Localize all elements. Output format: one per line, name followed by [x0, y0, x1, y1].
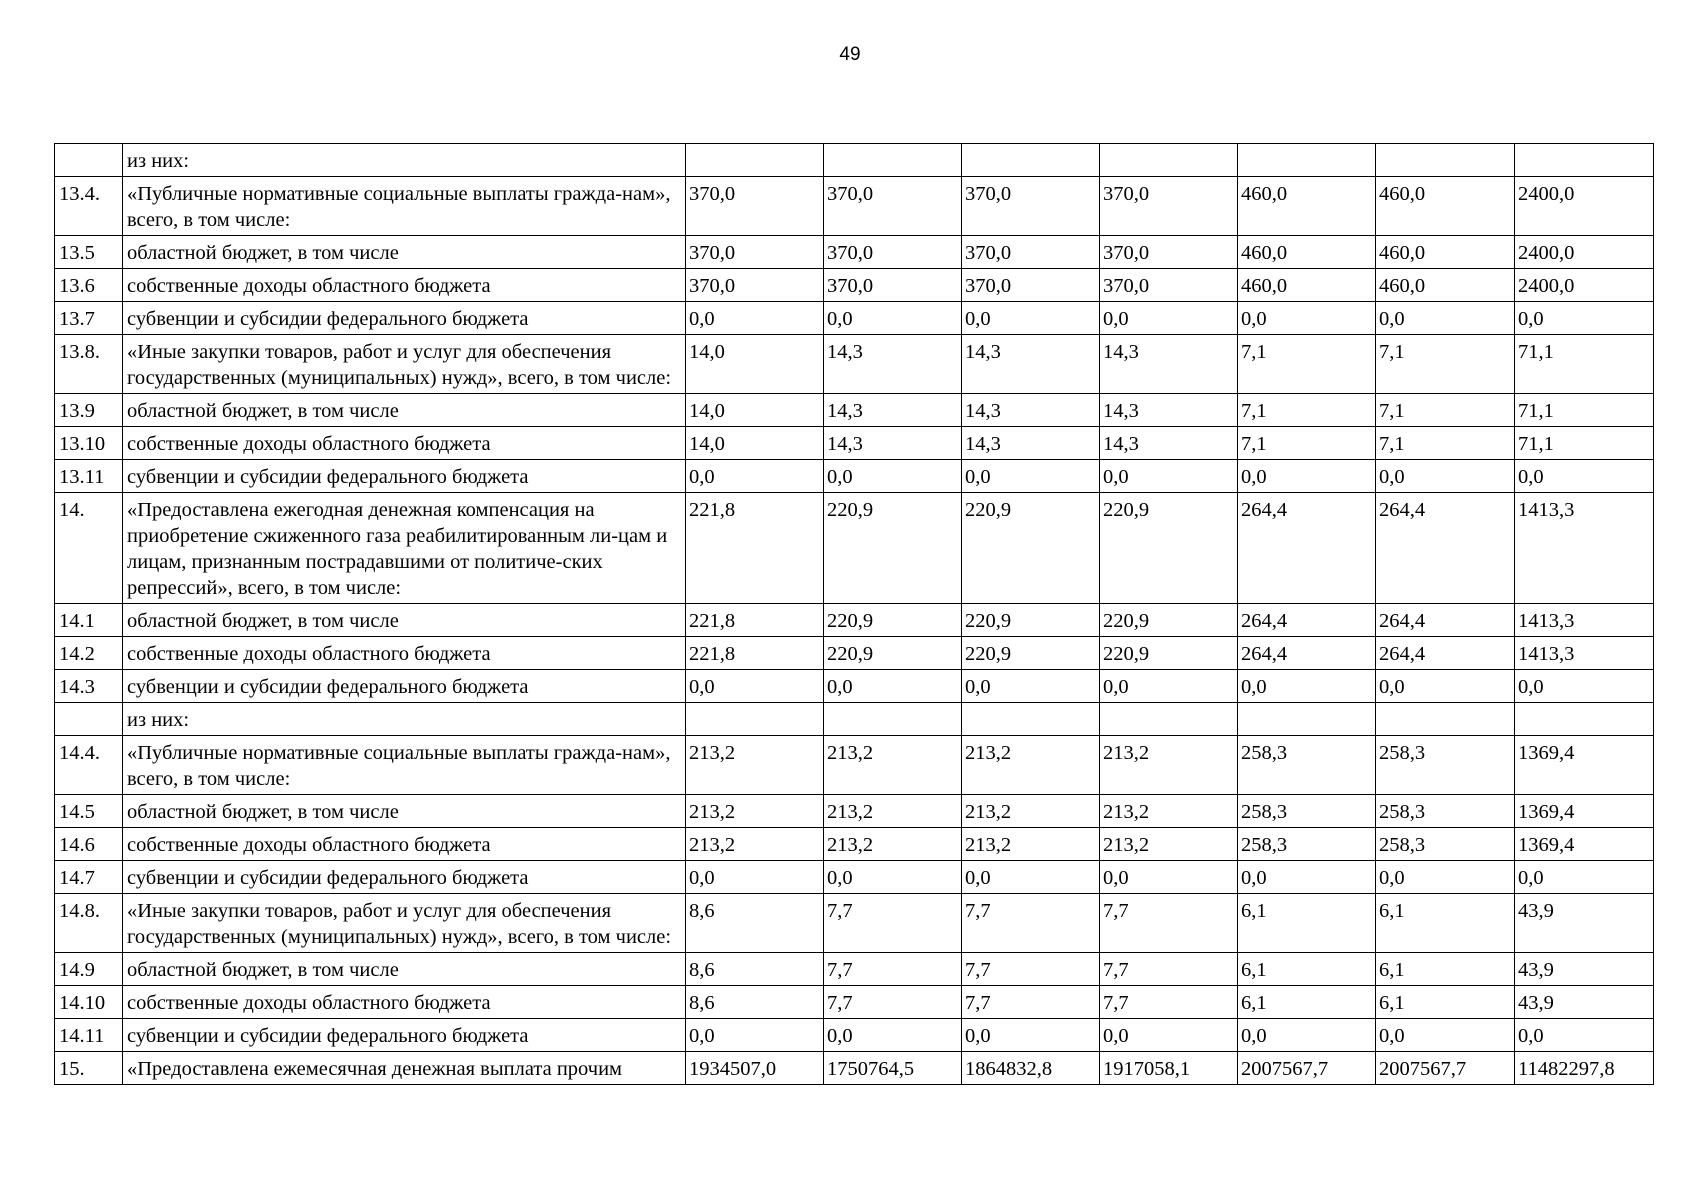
value-cell: 2400,0 — [1515, 177, 1654, 236]
value-cell: 2007567,7 — [1376, 1052, 1515, 1085]
value-cell: 370,0 — [824, 236, 962, 269]
value-cell: 264,4 — [1376, 493, 1515, 604]
table-row — [55, 144, 1654, 177]
value-cell: 0,0 — [1515, 460, 1654, 493]
value-cell: 0,0 — [686, 302, 824, 335]
value-cell: 0,0 — [962, 670, 1100, 703]
table-row — [55, 1052, 1654, 1085]
value-cell: 221,8 — [686, 493, 824, 604]
value-cell: 7,7 — [1100, 894, 1238, 953]
row-number-cell: 14.9 — [55, 953, 123, 986]
value-cell: 258,3 — [1238, 795, 1376, 828]
row-number-cell: 14.8. — [55, 894, 123, 953]
value-cell — [1100, 144, 1238, 177]
value-cell: 258,3 — [1238, 828, 1376, 861]
value-cell: 460,0 — [1376, 236, 1515, 269]
value-cell: 213,2 — [962, 795, 1100, 828]
value-cell: 0,0 — [1238, 1019, 1376, 1052]
value-cell: 1413,3 — [1515, 493, 1654, 604]
value-cell: 258,3 — [1238, 736, 1376, 795]
value-cell: 0,0 — [1376, 460, 1515, 493]
table-body — [55, 144, 1654, 1085]
value-cell: 264,4 — [1238, 493, 1376, 604]
value-cell: 0,0 — [1376, 861, 1515, 894]
value-cell — [1376, 703, 1515, 736]
value-cell: 1917058,1 — [1100, 1052, 1238, 1085]
value-cell: 220,9 — [824, 637, 962, 670]
row-description-cell: собственные доходы областного бюджета — [123, 986, 686, 1019]
value-cell: 213,2 — [824, 736, 962, 795]
value-cell: 43,9 — [1515, 953, 1654, 986]
table-row — [55, 177, 1654, 236]
value-cell — [1100, 703, 1238, 736]
table-row — [55, 269, 1654, 302]
value-cell: 370,0 — [962, 177, 1100, 236]
value-cell: 370,0 — [824, 177, 962, 236]
value-cell: 0,0 — [962, 861, 1100, 894]
value-cell: 0,0 — [962, 302, 1100, 335]
value-cell: 0,0 — [1238, 861, 1376, 894]
value-cell: 8,6 — [686, 953, 824, 986]
value-cell: 213,2 — [824, 795, 962, 828]
value-cell: 2400,0 — [1515, 236, 1654, 269]
value-cell: 1369,4 — [1515, 736, 1654, 795]
table-row — [55, 335, 1654, 394]
value-cell: 460,0 — [1376, 177, 1515, 236]
table-row — [55, 670, 1654, 703]
table-row — [55, 493, 1654, 604]
row-description-cell: субвенции и субсидии федерального бюджета — [123, 670, 686, 703]
row-number-cell — [55, 144, 123, 177]
value-cell: 0,0 — [824, 1019, 962, 1052]
value-cell: 220,9 — [962, 493, 1100, 604]
row-description-cell: из них: — [123, 144, 686, 177]
value-cell: 220,9 — [1100, 637, 1238, 670]
value-cell: 14,3 — [962, 394, 1100, 427]
table-row — [55, 828, 1654, 861]
row-number-cell: 14.7 — [55, 861, 123, 894]
table-row — [55, 1019, 1654, 1052]
row-number-cell: 14.3 — [55, 670, 123, 703]
value-cell: 0,0 — [1376, 670, 1515, 703]
value-cell: 14,3 — [962, 335, 1100, 394]
row-description-cell: «Предоставлена ежемесячная денежная выплата прочим — [123, 1052, 686, 1085]
value-cell: 0,0 — [962, 1019, 1100, 1052]
value-cell: 220,9 — [824, 604, 962, 637]
row-description-cell: «Предоставлена ежегодная денежная компенсация на приобретение сжиженного газа реабилитированным ли-цам и лицам, признанным пострадавшими от политиче-ских репрессий», всего, в том числе: — [123, 493, 686, 604]
value-cell — [686, 703, 824, 736]
value-cell: 258,3 — [1376, 795, 1515, 828]
value-cell: 213,2 — [962, 736, 1100, 795]
value-cell: 221,8 — [686, 604, 824, 637]
table-row — [55, 795, 1654, 828]
row-description-cell: областной бюджет, в том числе — [123, 604, 686, 637]
table-row — [55, 894, 1654, 953]
table-row — [55, 637, 1654, 670]
value-cell: 370,0 — [962, 269, 1100, 302]
table-row — [55, 986, 1654, 1019]
value-cell: 6,1 — [1376, 953, 1515, 986]
value-cell: 220,9 — [1100, 493, 1238, 604]
value-cell: 1934507,0 — [686, 1052, 824, 1085]
value-cell: 0,0 — [1515, 1019, 1654, 1052]
value-cell: 213,2 — [962, 828, 1100, 861]
value-cell: 0,0 — [686, 670, 824, 703]
value-cell: 71,1 — [1515, 335, 1654, 394]
row-number-cell: 14.4. — [55, 736, 123, 795]
row-description-cell: «Публичные нормативные социальные выплаты гражда-нам», всего, в том числе: — [123, 736, 686, 795]
value-cell: 0,0 — [1100, 1019, 1238, 1052]
value-cell: 213,2 — [686, 736, 824, 795]
row-description-cell: областной бюджет, в том числе — [123, 394, 686, 427]
value-cell: 460,0 — [1238, 177, 1376, 236]
value-cell: 0,0 — [824, 460, 962, 493]
value-cell: 213,2 — [1100, 828, 1238, 861]
row-number-cell: 14. — [55, 493, 123, 604]
row-description-cell: субвенции и субсидии федерального бюджета — [123, 1019, 686, 1052]
row-number-cell — [55, 703, 123, 736]
table-row — [55, 861, 1654, 894]
value-cell: 14,0 — [686, 427, 824, 460]
row-description-cell: субвенции и субсидии федерального бюджета — [123, 861, 686, 894]
value-cell: 370,0 — [824, 269, 962, 302]
value-cell: 43,9 — [1515, 986, 1654, 1019]
value-cell: 71,1 — [1515, 427, 1654, 460]
value-cell: 14,3 — [962, 427, 1100, 460]
value-cell: 1413,3 — [1515, 604, 1654, 637]
table-row — [55, 460, 1654, 493]
value-cell — [686, 144, 824, 177]
row-number-cell: 13.9 — [55, 394, 123, 427]
row-description-cell: собственные доходы областного бюджета — [123, 637, 686, 670]
value-cell: 7,1 — [1238, 427, 1376, 460]
row-number-cell: 13.11 — [55, 460, 123, 493]
table-row — [55, 953, 1654, 986]
value-cell: 1369,4 — [1515, 828, 1654, 861]
value-cell: 6,1 — [1238, 953, 1376, 986]
value-cell: 0,0 — [1515, 670, 1654, 703]
row-description-cell: областной бюджет, в том числе — [123, 795, 686, 828]
value-cell — [824, 703, 962, 736]
value-cell: 14,3 — [1100, 427, 1238, 460]
row-description-cell: собственные доходы областного бюджета — [123, 828, 686, 861]
value-cell — [1515, 703, 1654, 736]
value-cell: 0,0 — [824, 861, 962, 894]
value-cell: 7,7 — [824, 986, 962, 1019]
value-cell — [1238, 144, 1376, 177]
value-cell: 220,9 — [962, 637, 1100, 670]
value-cell: 14,3 — [824, 394, 962, 427]
row-description-cell: субвенции и субсидии федерального бюджета — [123, 460, 686, 493]
value-cell: 370,0 — [1100, 269, 1238, 302]
value-cell: 6,1 — [1376, 986, 1515, 1019]
value-cell: 370,0 — [1100, 177, 1238, 236]
value-cell: 370,0 — [962, 236, 1100, 269]
row-number-cell: 13.4. — [55, 177, 123, 236]
value-cell: 220,9 — [1100, 604, 1238, 637]
value-cell: 7,7 — [962, 986, 1100, 1019]
value-cell: 6,1 — [1238, 894, 1376, 953]
row-number-cell: 13.8. — [55, 335, 123, 394]
table-row — [55, 394, 1654, 427]
value-cell: 0,0 — [1100, 670, 1238, 703]
value-cell: 0,0 — [1238, 460, 1376, 493]
value-cell: 0,0 — [1100, 460, 1238, 493]
row-number-cell: 13.10 — [55, 427, 123, 460]
value-cell: 213,2 — [686, 795, 824, 828]
value-cell — [962, 703, 1100, 736]
value-cell: 0,0 — [1515, 302, 1654, 335]
value-cell: 213,2 — [686, 828, 824, 861]
value-cell: 213,2 — [1100, 795, 1238, 828]
value-cell — [824, 144, 962, 177]
value-cell: 14,3 — [824, 335, 962, 394]
value-cell — [1376, 144, 1515, 177]
value-cell: 1750764,5 — [824, 1052, 962, 1085]
row-description-cell: «Иные закупки товаров, работ и услуг для обеспечения государственных (муниципальных) нужд», всего, в том числе: — [123, 894, 686, 953]
value-cell: 213,2 — [824, 828, 962, 861]
value-cell: 0,0 — [1238, 302, 1376, 335]
page-number: 49 — [839, 44, 861, 65]
table-row — [55, 604, 1654, 637]
value-cell: 7,1 — [1238, 394, 1376, 427]
value-cell — [1515, 144, 1654, 177]
value-cell: 6,1 — [1238, 986, 1376, 1019]
value-cell: 71,1 — [1515, 394, 1654, 427]
value-cell — [962, 144, 1100, 177]
value-cell: 0,0 — [1515, 861, 1654, 894]
table-row — [55, 302, 1654, 335]
value-cell: 0,0 — [824, 670, 962, 703]
value-cell: 220,9 — [962, 604, 1100, 637]
value-cell: 7,1 — [1238, 335, 1376, 394]
value-cell: 460,0 — [1376, 269, 1515, 302]
row-description-cell: собственные доходы областного бюджета — [123, 269, 686, 302]
row-description-cell: «Публичные нормативные социальные выплаты гражда-нам», всего, в том числе: — [123, 177, 686, 236]
value-cell: 14,0 — [686, 335, 824, 394]
value-cell — [1238, 703, 1376, 736]
value-cell: 7,1 — [1376, 335, 1515, 394]
row-number-cell: 13.7 — [55, 302, 123, 335]
value-cell: 14,0 — [686, 394, 824, 427]
row-description-cell: областной бюджет, в том числе — [123, 953, 686, 986]
value-cell: 264,4 — [1376, 604, 1515, 637]
value-cell: 0,0 — [1100, 302, 1238, 335]
value-cell: 2400,0 — [1515, 269, 1654, 302]
value-cell: 0,0 — [686, 460, 824, 493]
row-description-cell: «Иные закупки товаров, работ и услуг для обеспечения государственных (муниципальных) нужд», всего, в том числе: — [123, 335, 686, 394]
value-cell: 1413,3 — [1515, 637, 1654, 670]
row-number-cell: 14.10 — [55, 986, 123, 1019]
value-cell: 7,1 — [1376, 394, 1515, 427]
value-cell: 8,6 — [686, 894, 824, 953]
value-cell: 14,3 — [1100, 335, 1238, 394]
row-number-cell: 14.11 — [55, 1019, 123, 1052]
row-description-cell: субвенции и субсидии федерального бюджета — [123, 302, 686, 335]
value-cell: 213,2 — [1100, 736, 1238, 795]
table-row — [55, 703, 1654, 736]
value-cell: 221,8 — [686, 637, 824, 670]
value-cell: 264,4 — [1376, 637, 1515, 670]
value-cell: 7,7 — [1100, 986, 1238, 1019]
value-cell: 460,0 — [1238, 236, 1376, 269]
value-cell: 370,0 — [1100, 236, 1238, 269]
value-cell: 1864832,8 — [962, 1052, 1100, 1085]
value-cell: 264,4 — [1238, 604, 1376, 637]
value-cell: 8,6 — [686, 986, 824, 1019]
row-number-cell: 14.5 — [55, 795, 123, 828]
row-number-cell: 14.6 — [55, 828, 123, 861]
value-cell: 0,0 — [962, 460, 1100, 493]
budget-table — [54, 143, 1654, 1085]
value-cell: 0,0 — [1376, 1019, 1515, 1052]
value-cell: 0,0 — [686, 861, 824, 894]
value-cell: 0,0 — [686, 1019, 824, 1052]
value-cell: 7,7 — [1100, 953, 1238, 986]
row-number-cell: 14.1 — [55, 604, 123, 637]
value-cell: 7,7 — [824, 953, 962, 986]
value-cell: 0,0 — [1100, 861, 1238, 894]
value-cell: 1369,4 — [1515, 795, 1654, 828]
value-cell: 2007567,7 — [1238, 1052, 1376, 1085]
value-cell: 0,0 — [824, 302, 962, 335]
value-cell: 6,1 — [1376, 894, 1515, 953]
value-cell: 370,0 — [686, 236, 824, 269]
value-cell: 7,7 — [824, 894, 962, 953]
row-number-cell: 13.5 — [55, 236, 123, 269]
value-cell: 7,7 — [962, 894, 1100, 953]
value-cell: 370,0 — [686, 177, 824, 236]
value-cell: 7,7 — [962, 953, 1100, 986]
row-number-cell: 13.6 — [55, 269, 123, 302]
value-cell: 43,9 — [1515, 894, 1654, 953]
value-cell: 11482297,8 — [1515, 1052, 1654, 1085]
value-cell: 14,3 — [1100, 394, 1238, 427]
value-cell: 258,3 — [1376, 736, 1515, 795]
row-number-cell: 15. — [55, 1052, 123, 1085]
value-cell: 460,0 — [1238, 269, 1376, 302]
row-number-cell: 14.2 — [55, 637, 123, 670]
value-cell: 0,0 — [1238, 670, 1376, 703]
table-row — [55, 736, 1654, 795]
value-cell: 7,1 — [1376, 427, 1515, 460]
row-description-cell: из них: — [123, 703, 686, 736]
value-cell: 220,9 — [824, 493, 962, 604]
table-row — [55, 236, 1654, 269]
row-description-cell: областной бюджет, в том числе — [123, 236, 686, 269]
row-description-cell: собственные доходы областного бюджета — [123, 427, 686, 460]
value-cell: 264,4 — [1238, 637, 1376, 670]
value-cell: 258,3 — [1376, 828, 1515, 861]
table-row — [55, 427, 1654, 460]
value-cell: 370,0 — [686, 269, 824, 302]
value-cell: 14,3 — [824, 427, 962, 460]
value-cell: 0,0 — [1376, 302, 1515, 335]
